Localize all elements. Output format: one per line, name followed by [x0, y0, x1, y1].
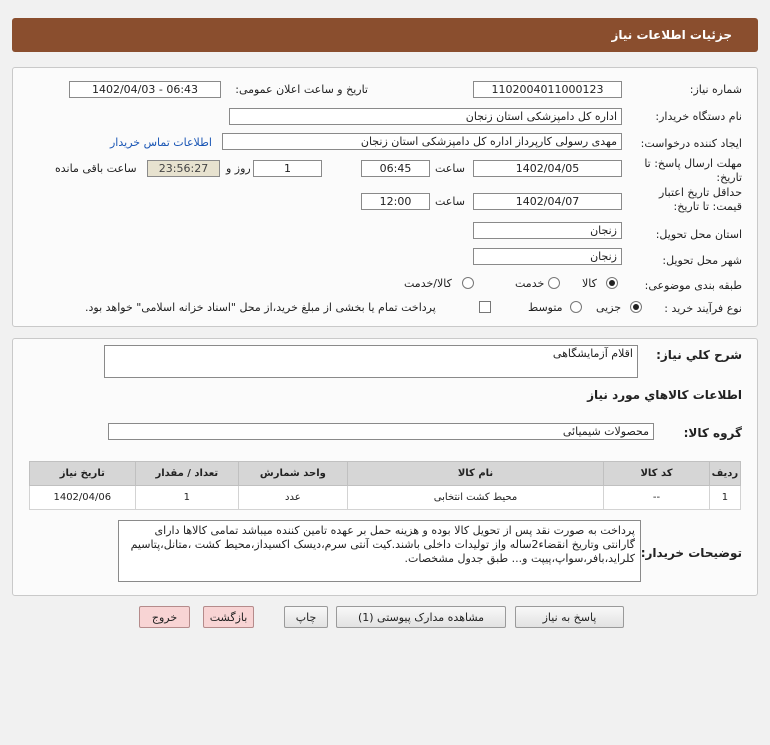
validity-time-label: ساعت: [435, 195, 465, 208]
attachments-button[interactable]: مشاهده مدارک پیوستی (1): [336, 606, 506, 628]
days-label: روز و: [226, 162, 251, 175]
category-option-goods: کالا: [582, 277, 597, 290]
reply-deadline-label-2: تاریخ:: [716, 171, 742, 184]
reply-time-label: ساعت: [435, 162, 465, 175]
goods-group-field: محصولات شیمیائی: [108, 423, 654, 440]
cell-quantity: 1: [135, 486, 238, 510]
validity-date-field: 1402/04/07: [473, 193, 622, 210]
remaining-label: ساعت باقی مانده: [55, 162, 137, 175]
description-field: اقلام آزمایشگاهی: [104, 345, 638, 378]
cell-row-number: 1: [709, 486, 740, 510]
category-option-goods-service: کالا/خدمت: [404, 277, 452, 290]
buyer-org-field: اداره کل دامپزشکی استان زنجان: [229, 108, 622, 125]
print-button[interactable]: چاپ: [284, 606, 328, 628]
page-header: [12, 18, 758, 52]
validity-time-field: 12:00: [361, 193, 430, 210]
col-quantity: تعداد / مقدار: [135, 462, 238, 486]
category-radio-goods-service[interactable]: [462, 277, 474, 289]
category-radio-goods[interactable]: [606, 277, 618, 289]
treasury-checkbox[interactable]: [479, 301, 491, 313]
table-row: [30, 486, 741, 510]
cell-unit: عدد: [239, 486, 348, 510]
category-label: طبقه بندی موضوعی:: [644, 279, 742, 292]
goods-group-label: گروه کالا:: [683, 426, 742, 440]
back-button[interactable]: بازگشت: [203, 606, 254, 628]
announce-field: 1402/04/03 - 06:43: [69, 81, 221, 98]
reply-time-field: 06:45: [361, 160, 430, 177]
buyer-notes-field: پرداخت به صورت نقد پس از تحویل کالا بوده و هزینه حمل بر عهده تامین کننده میباشد تمامی کالاها دارای گارانتی وتاریخ انقضاء2ساله واز تولیدات داخلی باشند.کیت آنتی سرم،دیسک اکسیداز،محیط کشت ،متانل،پتاسیم کلراید،بافر،سواپ،پیپت و... طبق جدول مشخصات.: [118, 520, 641, 582]
contact-buyer-link[interactable]: اطلاعات تماس خریدار: [110, 136, 212, 149]
cell-goods-code: --: [604, 486, 710, 510]
notes-label: توضیحات خریدار:: [640, 546, 742, 560]
col-goods-name: نام کالا: [347, 462, 604, 486]
reply-button[interactable]: پاسخ به نیاز: [515, 606, 624, 628]
category-option-service: خدمت: [515, 277, 545, 290]
page-title: جزئیات اطلاعات نیاز: [611, 28, 732, 42]
treasury-note: پرداخت تمام یا بخشی از مبلغ خرید،از محل "اسناد خزانه اسلامی" خواهد بود.: [85, 301, 436, 314]
col-unit: واحد شمارش: [239, 462, 348, 486]
process-option-minor: جزیی: [596, 301, 622, 314]
buyer-org-label: نام دستگاه خریدار:: [655, 110, 742, 123]
category-radio-service[interactable]: [548, 277, 560, 289]
goods-info-title: اطلاعات کالاهاي مورد نياز: [587, 388, 742, 402]
goods-table: [29, 461, 741, 510]
validity-label-2: قیمت: تا تاریخ:: [673, 200, 742, 213]
province-label: استان محل تحویل:: [655, 228, 742, 241]
validity-label: حداقل تاریخ اعتبار: [658, 186, 742, 199]
exit-button[interactable]: خروج: [139, 606, 190, 628]
creator-label: ایجاد کننده درخواست:: [640, 137, 742, 150]
description-label: شرح کلي نياز:: [656, 348, 742, 362]
process-option-medium: متوسط: [528, 301, 563, 314]
need-number-label: شماره نیاز:: [689, 83, 742, 96]
reply-date-field: 1402/04/05: [473, 160, 622, 177]
process-radio-minor[interactable]: [630, 301, 642, 313]
creator-field: مهدی رسولی کارپرداز اداره کل دامپزشکی استان زنجان: [222, 133, 622, 150]
process-label: نوع فرآیند خرید :: [664, 302, 742, 315]
col-need-date: تاریخ نیاز: [30, 462, 136, 486]
table-header-row: [30, 462, 741, 486]
days-field: 1: [253, 160, 322, 177]
col-row-number: ردیف: [709, 462, 740, 486]
process-radio-medium[interactable]: [570, 301, 582, 313]
cell-goods-name: محیط کشت انتخابی: [347, 486, 604, 510]
countdown-field: 23:56:27: [147, 160, 220, 177]
city-field: زنجان: [473, 248, 622, 265]
province-field: زنجان: [473, 222, 622, 239]
announce-label: تاریخ و ساعت اعلان عمومی:: [235, 83, 368, 96]
reply-deadline-label: مهلت ارسال پاسخ: تا: [644, 157, 742, 170]
cell-need-date: 1402/04/06: [30, 486, 136, 510]
need-number-field: 1102004011000123: [473, 81, 622, 98]
col-goods-code: کد کالا: [604, 462, 710, 486]
city-label: شهر محل تحویل:: [662, 254, 742, 267]
